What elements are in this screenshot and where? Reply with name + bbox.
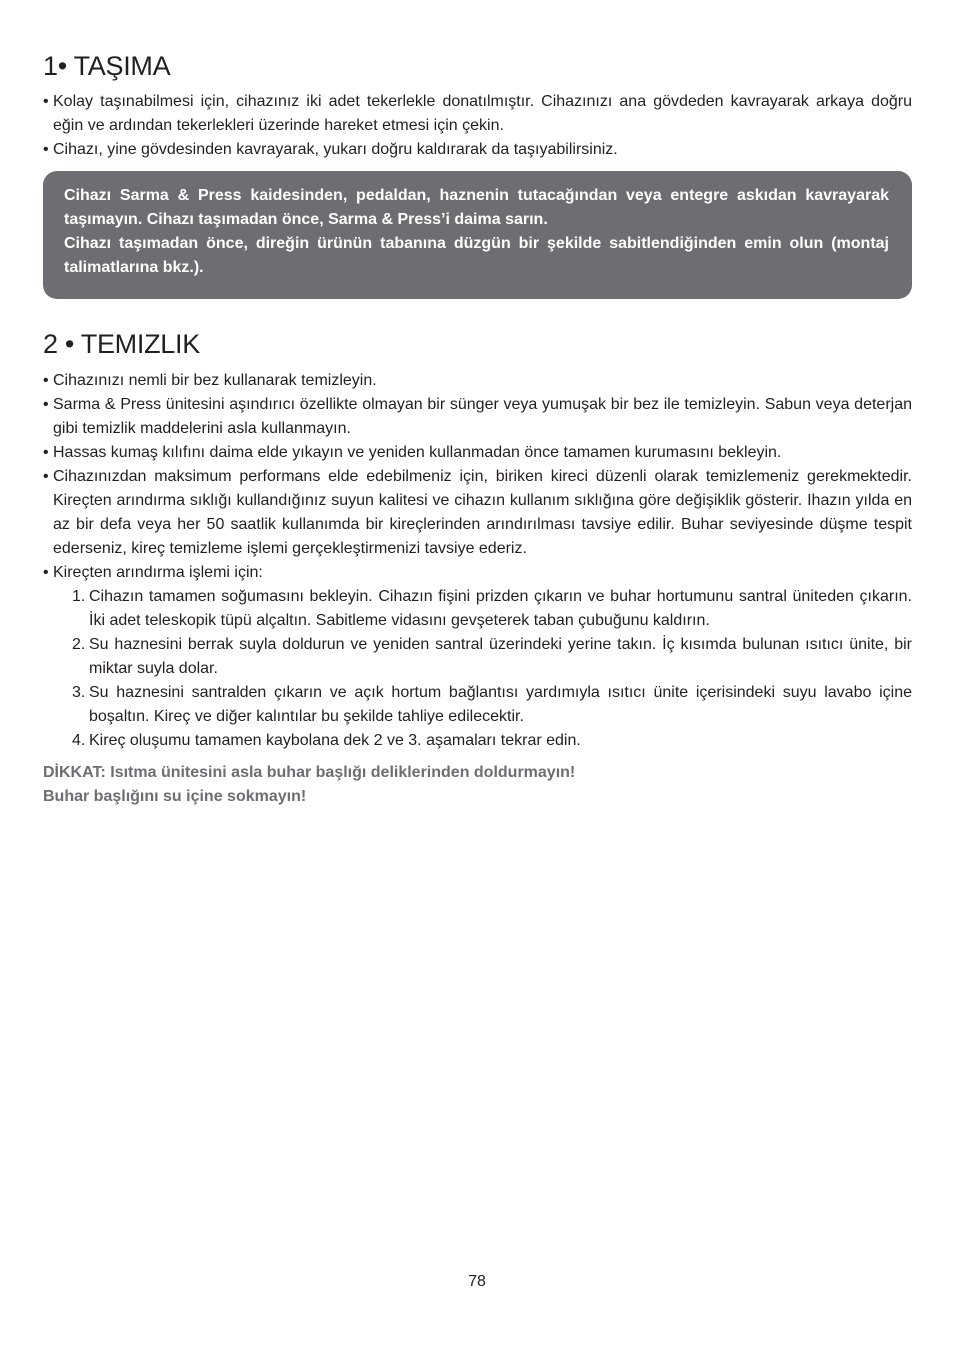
section-heading-transport: 1• TAŞIMA (43, 51, 171, 81)
bullet-text: Kireçten arındırma işlemi için: (53, 564, 263, 581)
bullet-text: Hassas kumaş kılıfını daima elde yıkayın ve yeniden kullanmadan önce tamamen kurumasını bekleyin. (53, 444, 782, 461)
transport-warning-box (43, 171, 912, 299)
step-item (72, 729, 912, 753)
bullet-symbol: • (43, 93, 49, 110)
bullet-symbol: • (43, 396, 49, 413)
list-item (43, 393, 912, 441)
descaling-steps-list (72, 585, 912, 753)
list-item (43, 369, 912, 393)
bullet-symbol: • (43, 564, 49, 581)
caution-note (43, 761, 912, 809)
step-number: 4. (72, 732, 86, 749)
bullet-symbol: • (43, 141, 49, 158)
document-page (43, 0, 912, 809)
caution-line: DİKKAT: Isıtma ünitesini asla buhar başlığı deliklerinden doldurmayın! (43, 764, 576, 781)
list-item (43, 561, 912, 585)
bullet-symbol: • (43, 372, 49, 389)
list-item (43, 441, 912, 465)
page-number: 78 (468, 1273, 486, 1290)
step-number: 1. (72, 588, 86, 605)
list-item (43, 465, 912, 561)
bullet-text: Cihazınızı nemli bir bez kullanarak temizleyin. (53, 372, 377, 389)
step-text: Cihazın tamamen soğumasını bekleyin. Cihazın fişini prizden çıkarın ve buhar hortumunu santral üniteden çıkarın. İki adet teleskopik tüpü alçaltın. Sabitleme vidasını gevşeterek taban çubuğunu kaldırın. (89, 588, 912, 629)
list-item (43, 138, 912, 162)
step-item (72, 681, 912, 729)
bullet-symbol: • (43, 468, 49, 485)
caution-line: Buhar başlığını su içine sokmayın! (43, 788, 307, 805)
step-text: Su haznesini berrak suyla doldurun ve yeniden santral üzerindeki yerine takın. İç kısımda bulunan ısıtıcı ünite, bir miktar suyla dolar. (89, 636, 912, 677)
warning-paragraph: Cihazı taşımadan önce, direğin ürünün tabanına düzgün bir şekilde sabitlendiğinden emin olun (montaj talimatlarına bkz.). (64, 235, 889, 276)
list-item (43, 90, 912, 138)
section-heading-cleaning: 2 • TEMIZLIK (43, 329, 200, 359)
bullet-text: Sarma & Press ünitesini aşındırıcı özellikte olmayan bir sünger veya yumuşak bir bez ile temizleyin. Sabun veya deterjan gibi temizlik maddelerini asla kullanmayın. (53, 396, 912, 437)
step-number: 2. (72, 636, 86, 653)
step-item (72, 585, 912, 633)
bullet-text: Cihazınızdan maksimum performans elde edebilmeniz için, biriken kireci düzenli olarak temizlemeniz gerekmektedir. Kireçten arındırma sıklığı kullandığınız suyun kalitesi ve cihazın kullanım sıklığına göre değişiklik gösterir. Ihazın yılda en az bir defa veya her 50 saatlik kullanımda bir kireçlerinden arındırılması tavsiye edilir. Buhar seviyesinde düşme tespit ederseniz, kireç temizleme işlemi gerçekleştirmenizi tavsiye ederiz. (53, 468, 912, 557)
bullet-text: Kolay taşınabilmesi için, cihazınız iki adet tekerlekle donatılmıştır. Cihazınızı ana gövdeden kavrayarak arkaya doğru eğin ve ardından tekerlekleri üzerinde hareket etmesi için çekin. (53, 93, 912, 134)
bullet-text: Cihazı, yine gövdesinden kavrayarak, yukarı doğru kaldırarak da taşıyabilirsiniz. (53, 141, 618, 158)
bullet-symbol: • (43, 444, 49, 461)
step-text: Su haznesini santralden çıkarın ve açık hortum bağlantısı yardımıyla ısıtıcı ünite içerisindeki suyu lavabo içine boşaltın. Kireç ve diğer kalıntılar bu şekilde tahliye edilecektir. (89, 684, 912, 725)
warning-paragraph: Cihazı Sarma & Press kaidesinden, pedaldan, haznenin tutacağından veya entegre askıdan kavrayarak taşımayın. Cihazı taşımadan önce, Sarma & Press’i daima sarın. (64, 187, 889, 228)
step-text: Kireç oluşumu tamamen kaybolana dek 2 ve 3. aşamaları tekrar edin. (89, 732, 581, 749)
step-item (72, 633, 912, 681)
step-number: 3. (72, 684, 86, 701)
cleaning-bullet-list (43, 369, 912, 753)
transport-bullet-list (43, 90, 912, 162)
